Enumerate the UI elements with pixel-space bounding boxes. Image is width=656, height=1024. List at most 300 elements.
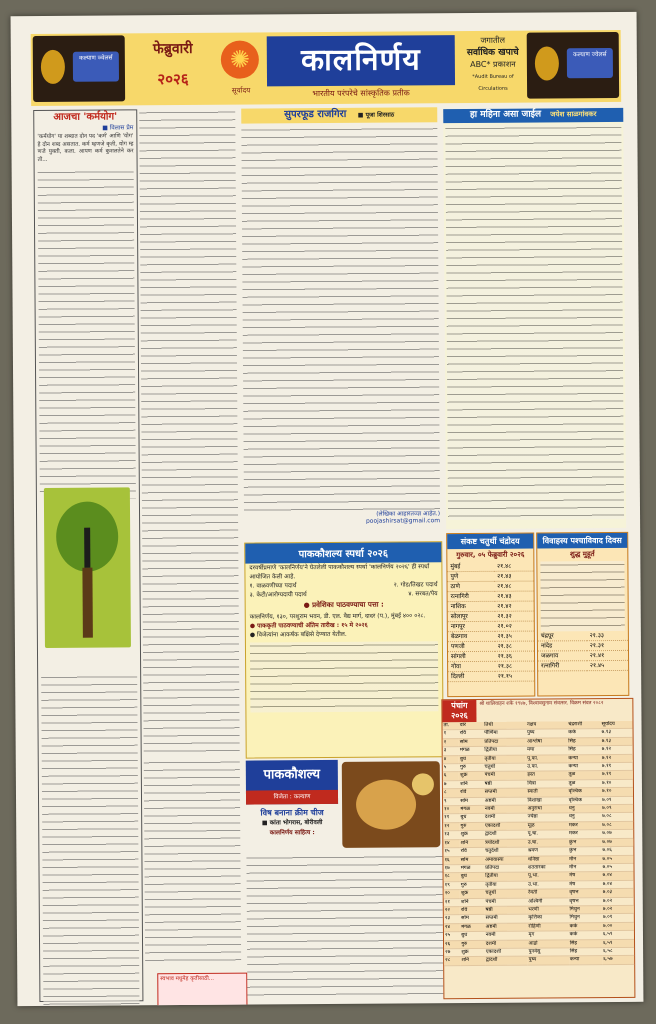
panchang-row-cell: १३: [443, 831, 459, 840]
sankashti-row: [448, 591, 534, 602]
panchang-row-cell: सोम: [460, 856, 484, 865]
panchang-row-cell: कर्क: [569, 931, 602, 940]
panchang-row-cell: पू.षा.: [527, 830, 568, 839]
panchang-row-cell: आर्द्रा: [527, 939, 568, 948]
vivah-rows: [538, 631, 628, 672]
panchang-row-cell: शनि: [460, 957, 484, 966]
recipe-body: [246, 853, 443, 998]
article-body-cont: [41, 673, 139, 1006]
panchang-row-cell: ९: [443, 797, 459, 806]
panchang-row-cell: पू.फा.: [526, 754, 567, 763]
vivah-row: [538, 640, 628, 651]
panchang-row-cell: पुनर्वसु: [528, 948, 569, 957]
panchang-row-cell: २४: [444, 923, 460, 932]
vivah-row-cell: जळगाव: [538, 651, 587, 661]
panchang-row-cell: सोम: [460, 915, 484, 924]
panchang-row-cell: ५: [443, 764, 459, 773]
panchang-row-cell: पौर्णिमा: [483, 730, 526, 739]
sankashti-row-cell: पुणे: [447, 571, 494, 581]
recipe-winner: विजेता : कल्याण: [246, 790, 338, 805]
panchang-row-cell: सूर्योदय: [601, 721, 633, 729]
panchang-row-cell: द्वितीया: [483, 746, 526, 755]
panchang-row-cell: तूळ: [568, 779, 601, 788]
panchang-row-cell: दशमी: [485, 940, 528, 949]
sankashti-row: [448, 621, 534, 632]
panchang-row-cell: शततारका: [527, 864, 568, 873]
panchang-row-cell: १४: [443, 839, 459, 848]
panchang-row-cell: ७.१३: [601, 729, 633, 738]
panchang-row-cell: रवि: [460, 848, 484, 857]
sankashti-row-cell: नागपूर: [448, 621, 495, 631]
sankashti-row: [447, 571, 533, 582]
yoga-figure-icon: [84, 528, 90, 568]
sankashti-row-cell: २१.३८: [495, 641, 534, 651]
article-bottom-col2: [144, 759, 242, 1000]
month-title: फेब्रुवारी: [152, 40, 193, 58]
vivah-table: [536, 532, 629, 697]
panchang-row-cell: ७.११: [601, 771, 633, 780]
panchang-row-cell: ४: [443, 755, 459, 764]
contest-title: पाककौशल्य स्पर्धा २०२६: [245, 542, 441, 563]
vivah-row: [538, 660, 628, 671]
panchang-row-cell: सोम: [459, 797, 483, 806]
panchang-row-cell: २६: [444, 940, 460, 949]
contest-address: कालनिर्णय, १३०, परशुराम भवन, डी. एल. वैद्य मार्ग, दादर (प.), मुंबई ४०० ०२८.: [249, 612, 426, 621]
sankashti-row: [448, 611, 534, 622]
sankashti-row: [448, 661, 534, 672]
vivah-row-cell: २१.४१: [587, 650, 628, 660]
panchang-row-cell: पंचमी: [484, 898, 527, 907]
panchang-row-cell: गुरु: [459, 822, 483, 831]
sankashti-row: [448, 631, 534, 642]
panchang-row-cell: मेष: [568, 880, 601, 889]
article-body: [241, 125, 440, 511]
panchang-row-cell: अनुराधा: [527, 805, 568, 814]
sankashti-row-cell: २१.४३: [494, 591, 533, 601]
panchang-row-cell: ७.१३: [601, 737, 633, 746]
article-karmayog-cont: [139, 109, 240, 756]
sankashti-row-cell: गोवा: [448, 661, 495, 671]
panchang-row-cell: कर्क: [567, 729, 600, 738]
article-body: [38, 168, 136, 499]
sankashti-row-cell: २१.४३: [494, 571, 533, 581]
panchang-row-cell: २३: [444, 915, 460, 924]
calendar-header: [31, 30, 621, 106]
sankashti-row: [448, 651, 534, 662]
panchang-row-cell: ६.५८: [602, 947, 634, 956]
sankashti-row-cell: पणजी: [448, 641, 495, 651]
panchang-row-cell: पंचमी: [484, 772, 527, 781]
panchang-row-cell: सिंह: [569, 948, 602, 957]
panchang-row-cell: ६.५७: [602, 956, 634, 965]
panchang-row-cell: शुक्र: [460, 948, 484, 957]
jewellery-ad-left: [33, 35, 125, 102]
sankashti-row-cell: सांगली: [448, 651, 495, 661]
sankashti-row-cell: दिल्ली: [448, 671, 495, 681]
article-title: [241, 107, 437, 123]
panchang-row-cell: १: [443, 730, 459, 739]
panchang-row-cell: ७: [443, 780, 459, 789]
panchang-row-cell: ७.०७: [601, 830, 633, 839]
bowl-image: [412, 773, 434, 795]
horoscope-body: [443, 122, 626, 522]
vivah-dates: [537, 561, 627, 632]
panchang-row-cell: ७.११: [601, 762, 633, 771]
panchang-row-cell: तिथी: [483, 722, 526, 730]
sankashti-date: गुरुवार, ०५ फेब्रुवारी २०२६: [456, 550, 525, 560]
panchang-row-cell: ७.०८: [601, 821, 633, 830]
panchang-row-cell: कन्या: [567, 754, 600, 763]
panchang-row-cell: ७.०३: [602, 888, 634, 897]
year-title: २०२६: [157, 69, 189, 89]
vivah-row: [538, 650, 628, 661]
panchang-row-cell: ६.५९: [602, 931, 634, 940]
panchang-row-cell: नवमी: [484, 805, 527, 814]
panchang-row: [444, 956, 634, 966]
contest-item: १. वाळवणीच्या पदार्थ: [249, 582, 297, 590]
calendar-sheet: [11, 12, 644, 1006]
rajgira-title: सुपरफूड राजगिरा: [284, 108, 347, 121]
panchang-row-cell: ७.०६: [601, 846, 633, 855]
sun-logo-icon: ✺: [221, 40, 259, 78]
sankashti-row: [448, 581, 534, 592]
panchang-row-cell: ज्येष्ठा: [527, 813, 568, 822]
panchang-row-cell: ७.०९: [601, 796, 633, 805]
panchang-row-cell: सोम: [459, 738, 483, 747]
panchang-row-cell: पुष्य: [526, 729, 567, 738]
panchang-row-cell: मिथुन: [568, 906, 601, 915]
panchang-row-cell: १२: [443, 822, 459, 831]
panchang-row-cell: वृषभ: [568, 889, 601, 898]
article-title: आजचा 'कर्मयोग': [53, 111, 118, 123]
panchang-row-cell: प्रतिपदा: [484, 864, 527, 873]
panchang-row-cell: ७.१०: [601, 788, 633, 797]
dish-image: [356, 779, 416, 829]
panchang-row-cell: ७.०९: [601, 804, 633, 813]
panchang-row-cell: धनु: [568, 813, 601, 822]
recipe-name: विष बनाना क्रीम चीज: [260, 808, 324, 818]
yoga-tree-illustration: [44, 487, 131, 648]
abc-line2: सर्वाधिक खपाचे: [466, 47, 519, 59]
panchang-row-cell: तृतीया: [484, 881, 527, 890]
panchang-row-cell: उ.भा.: [527, 881, 568, 890]
contest-intro: दरवर्षीप्रमाणे 'कालनिर्णय'ने घेतलेली पाककौशल्य स्पर्धा 'कालनिर्णय २०२६' ही स्पर्धा आयोजित केली आहे.: [249, 563, 430, 581]
sankashti-rows: [447, 562, 534, 683]
panchang-row-cell: २७: [444, 949, 460, 958]
panchang-row-cell: मेष: [568, 872, 601, 881]
contest-prize: ● विजेत्यांना आकर्षक बक्षिसे देण्यात येतील.: [249, 630, 347, 639]
sankashti-row: [447, 562, 533, 572]
recipe-author: ■ कांता भोगरास, बोरीवली: [261, 819, 323, 827]
sankashti-row-cell: सोलापूर: [448, 611, 495, 621]
recipe-logo: पाककौशल्य: [246, 760, 338, 805]
panchang-row-cell: हस्त: [526, 771, 567, 780]
panchang-row-cell: रेवती: [527, 889, 568, 898]
panchang-row-cell: अमावास्या: [484, 856, 527, 865]
panchang-row-cell: एकादशी: [485, 948, 528, 957]
necklace-icon: [41, 50, 65, 84]
panchang-row-cell: १९: [444, 881, 460, 890]
panchang-row-cell: चतुर्थी: [483, 763, 526, 772]
recipe-photo: [342, 761, 441, 848]
panchang-row-cell: षष्ठी: [484, 906, 527, 915]
recipe-section: [246, 759, 444, 998]
panchang-row-cell: २: [443, 738, 459, 747]
panchang-row-cell: अश्विनी: [527, 897, 568, 906]
panchang-row-cell: सप्तमी: [485, 914, 528, 923]
panchang-row-cell: १६: [443, 856, 459, 865]
brand-logo: कालनिर्णय: [267, 35, 455, 86]
panchang-row-cell: कृत्तिका: [527, 914, 568, 923]
panchang-row-cell: २८: [444, 957, 460, 966]
monthly-horoscope: [443, 108, 626, 529]
panchang-row-cell: तूळ: [568, 771, 601, 780]
necklace-icon: [535, 46, 559, 80]
sankashti-row: [448, 671, 534, 682]
panchang-row-cell: ७.०१: [602, 914, 634, 923]
panchang-row-cell: धनिष्ठा: [527, 855, 568, 864]
panchang-row-cell: ७.०२: [602, 905, 634, 914]
vivah-sub: शुद्ध मुहूर्त: [569, 550, 595, 559]
vivah-row-cell: नांदेड: [538, 641, 587, 651]
rajgira-author: ■ पूजा शिरसाठ: [357, 111, 395, 119]
vivah-row-cell: रत्नागिरी: [538, 661, 587, 671]
panchang-row-cell: उ.फा.: [526, 763, 567, 772]
panchang-row-cell: ७.०७: [601, 838, 633, 847]
author-signature: (लेखिका आहारतज्ज्ञ आहेत.): [376, 509, 441, 518]
panchang-row-cell: शुक्र: [459, 772, 483, 781]
panchang-row-cell: ७.०४: [602, 880, 634, 889]
horoscope-heading: हा महिना असा जाईल: [469, 109, 542, 120]
abc-line3: ABC* प्रकाशन: [470, 59, 516, 69]
ad-badge: कल्याण ज्वेलर्स: [567, 48, 613, 78]
recipe-title: [246, 808, 338, 839]
panchang-row-cell: मंगळ: [459, 805, 483, 814]
contest-item: २. गोड/तिखट पदार्थ: [393, 581, 438, 589]
panchang-row-cell: ७.०५: [602, 863, 634, 872]
panchang-row-cell: मृग: [527, 931, 568, 940]
sankashti-row-cell: नाशिक: [448, 601, 495, 611]
panchang-row-cell: कुंभ: [568, 838, 601, 847]
panchang-row-cell: ७.०४: [602, 872, 634, 881]
panchang-row-cell: श्रवण: [527, 847, 568, 856]
sankashti-row: [448, 601, 534, 612]
panchang-row-cell: ७.१०: [601, 779, 633, 788]
panchang-row-cell: सिंह: [567, 737, 600, 746]
panchang-row-cell: पू.भा.: [527, 872, 568, 881]
panchang-row-cell: वार: [459, 722, 483, 730]
panchang-table: [441, 698, 635, 999]
panchang-row-cell: प्रतिपदा: [483, 738, 526, 747]
panchang-row-cell: ७.१२: [601, 746, 633, 755]
panchang-row-cell: रवि: [459, 789, 483, 798]
contest-rules: [250, 641, 438, 712]
panchang-row-cell: ६.५९: [602, 939, 634, 948]
panchang-row-cell: रवि: [459, 730, 483, 739]
vivah-row-cell: २१.३३: [587, 631, 628, 641]
panchang-row-cell: द्वितीया: [484, 872, 527, 881]
panchang-row-cell: २५: [444, 932, 460, 941]
sankashti-row-cell: बेळगाव: [448, 631, 495, 641]
panchang-row-cell: शनि: [459, 780, 483, 789]
panchang-row-cell: शनि: [460, 898, 484, 907]
panchang-row-cell: गुरु: [460, 940, 484, 949]
panchang-row-cell: द्वादशी: [484, 830, 527, 839]
abc-note: *Audit Bureau of Circulations: [472, 73, 514, 92]
panchang-row-cell: मघा: [526, 746, 567, 755]
sankashti-row: [448, 641, 534, 652]
article-author: ■ विलास प्रेम: [102, 123, 134, 132]
ad-badge: कल्याण ज्वेलर्स: [73, 51, 119, 81]
cooking-contest-box: [244, 541, 444, 758]
panchang-row-cell: कन्या: [569, 956, 602, 965]
panchang-row-cell: चंद्रराशी: [567, 721, 600, 729]
article-intro: 'कर्मयोग' या शब्दात दोन पद 'कर्म' आणि 'योग' हे दोन शब्द असतात. कर्म म्हणजे कृती, योग म्हणजे युक्ती, कला. आपण कर्म कुशलतेने करतो...: [37, 133, 134, 163]
panchang-row-cell: धनु: [568, 805, 601, 814]
panchang-row-cell: विशाखा: [526, 796, 567, 805]
panchang-row-cell: १०: [443, 806, 459, 815]
panchang-row-cell: बुध: [460, 873, 484, 882]
recipe-label: कालनिर्णय साहित्य :: [269, 829, 315, 837]
panchang-row-cell: २१: [444, 898, 460, 907]
panchang-row-cell: वृश्चिक: [568, 788, 601, 797]
panchang-row-cell: आश्लेषा: [526, 738, 567, 747]
panchang-row-cell: ७.०२: [602, 897, 634, 906]
panchang-rows: [442, 721, 634, 966]
sankashti-row-cell: ठाणे: [448, 581, 495, 591]
author-email: poojashirsat@gmail.com: [365, 517, 441, 525]
panchang-row-cell: मूळ: [527, 822, 568, 831]
sankashti-row-cell: २१.४८: [494, 562, 533, 572]
panchang-row-cell: पुष्य: [528, 956, 569, 965]
abc-line1: जगातील: [480, 35, 506, 45]
panchang-row-cell: शुक्र: [460, 831, 484, 840]
panchang-row-cell: मीन: [568, 863, 601, 872]
panchang-row-cell: १५: [443, 848, 459, 857]
contest-item: ३. केटी/आरोग्यदायी पदार्थ: [249, 591, 307, 599]
address-label: ● प्रवेशिका पाठवण्याचा पत्ता :: [303, 600, 384, 610]
panchang-row-cell: सिंह: [569, 939, 602, 948]
panchang-row-cell: त्रयोदशी: [484, 839, 527, 848]
panchang-row-cell: रवि: [460, 906, 484, 915]
sankashti-title: संकष्ट चतुर्थी चंद्रोदय: [447, 534, 533, 550]
panchang-row-cell: बुध: [459, 814, 483, 823]
panchang-row-cell: शनि: [460, 839, 484, 848]
article-rajgira: [241, 107, 440, 538]
panchang-row-cell: भरणी: [527, 906, 568, 915]
panchang-row-cell: रोहिणी: [527, 923, 568, 932]
panchang-label: पंचांग २०२६: [442, 700, 476, 722]
panchang-row-cell: चतुर्थी: [484, 889, 527, 898]
panchang-row-cell: ७.००: [602, 922, 634, 931]
panchang-row-cell: गुरु: [459, 763, 483, 772]
jewellery-ad-right: [527, 32, 619, 99]
sankashti-row-cell: २१.४८: [494, 581, 533, 591]
panchang-row-cell: चतुर्दशी: [484, 847, 527, 856]
panchang-row-cell: वृश्चिक: [568, 796, 601, 805]
panchang-row-cell: मकर: [568, 821, 601, 830]
sankashti-row-cell: २१.३६: [495, 651, 534, 661]
panchang-row-cell: मीन: [568, 855, 601, 864]
panchang-row-cell: मकर: [568, 830, 601, 839]
panchang-row-cell: ३: [443, 747, 459, 756]
panchang-row-cell: एकादशी: [484, 822, 527, 831]
panchang-row-cell: द्वादशी: [485, 956, 528, 965]
panchang-row-cell: बुध: [459, 755, 483, 764]
sankashti-row-cell: २१.३५: [494, 631, 533, 641]
panchang-row-cell: वृषभ: [568, 897, 601, 906]
sun-caption: सूर्यादय: [231, 86, 251, 95]
panchang-row-cell: कन्या: [567, 763, 600, 772]
sankashti-row-cell: २१.१५: [495, 671, 534, 681]
small-ad: स्वभाव मधुमेह कृतीसाठी...: [157, 973, 247, 1007]
panchang-row-cell: मंगळ: [460, 864, 484, 873]
vivah-row-cell: २१.३१: [587, 640, 628, 650]
panchang-row-cell: ८: [443, 789, 459, 798]
tree-trunk: [82, 568, 92, 638]
panchang-row-cell: मंगळ: [459, 747, 483, 756]
panchang-row-cell: ६: [443, 772, 459, 781]
panchang-row-cell: २२: [444, 907, 460, 916]
vivah-row-cell: २१.४५: [587, 660, 628, 670]
horoscope-author: जयेश साळगांवकर: [550, 110, 597, 119]
panchang-row-cell: स्वाती: [526, 788, 567, 797]
panchang-row-cell: शुक्र: [460, 890, 484, 899]
panchang-row-cell: अष्टमी: [485, 923, 528, 932]
panchang-row-cell: २०: [444, 890, 460, 899]
panchang-row-cell: मिथुन: [569, 914, 602, 923]
contest-item: ४. सरबत/पेय: [408, 590, 438, 598]
panchang-row-cell: १८: [444, 873, 460, 882]
panchang-row-cell: ७.१२: [601, 754, 633, 763]
panchang-row-cell: नक्षत्र: [526, 721, 567, 729]
sankashti-row-cell: रत्नागिरी: [448, 591, 495, 601]
panchang-row-cell: ११: [443, 814, 459, 823]
panchang-row-cell: १७: [443, 864, 459, 873]
panchang-row-cell: उ.षा.: [527, 839, 568, 848]
sankashti-row-cell: २१.०२: [494, 621, 533, 631]
panchang-row-cell: गुरु: [460, 881, 484, 890]
panchang-row-cell: ७.०५: [602, 855, 634, 864]
panchang-row-cell: सिंह: [567, 746, 600, 755]
panchang-row-cell: दशमी: [484, 814, 527, 823]
panchang-row-cell: षष्ठी: [484, 780, 527, 789]
sankashti-row-cell: २१.४२: [494, 601, 533, 611]
sankashti-row-cell: मुंबई: [447, 562, 494, 572]
vivah-title: विवाहस्य पश्चाविवाद दिवस: [537, 533, 627, 549]
panchang-row-cell: नवमी: [485, 931, 528, 940]
sankashti-row-cell: २१.३२: [494, 611, 533, 621]
panchang-row-cell: ७.०८: [601, 813, 633, 822]
vivah-row-cell: चंद्रपूर: [538, 631, 587, 641]
panchang-row-cell: कुंभ: [568, 847, 601, 856]
panchang-row-cell: बुध: [460, 932, 484, 941]
brand-tagline: भारतीय परंपरेचे सांस्कृतिक प्रतीक: [312, 88, 410, 99]
panchang-note: श्री शालिवाहन शके १९४७, विश्वावसुनाम संवत्सर. विक्रम संवत २०८२: [479, 700, 604, 707]
sankashti-row-cell: २१.३८: [495, 661, 534, 671]
panchang-row-cell: ता.: [442, 722, 458, 730]
panchang-row-cell: सप्तमी: [484, 788, 527, 797]
horoscope-title: [443, 108, 623, 123]
panchang-row-cell: तृतीया: [483, 755, 526, 764]
panchang-row-cell: चित्रा: [526, 780, 567, 789]
abc-block: [459, 35, 527, 95]
sankashti-table: [446, 533, 535, 698]
contest-deadline: ● पाककृती पाठवण्याची अंतिम तारीख : १५ मे २०२६: [249, 621, 368, 630]
panchang-row-cell: अष्टमी: [484, 797, 527, 806]
panchang-row-cell: कर्क: [569, 922, 602, 931]
panchang-row-cell: मंगळ: [460, 923, 484, 932]
